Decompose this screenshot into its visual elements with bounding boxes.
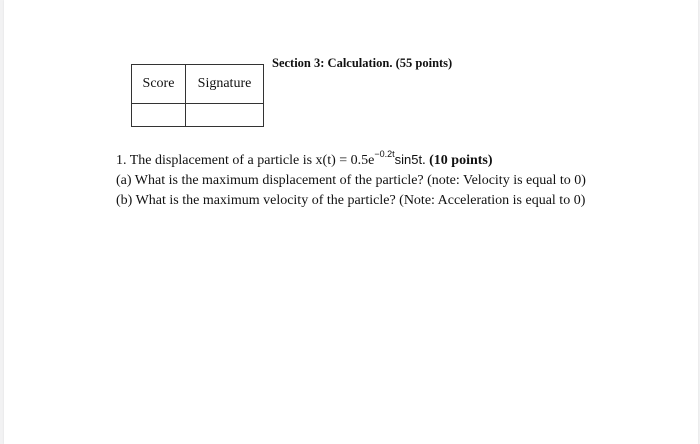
question-1-prefix: 1. The displacement of a particle is x(t) = 0.5e bbox=[116, 153, 375, 168]
score-signature-table bbox=[131, 64, 264, 127]
table-header-row bbox=[132, 65, 264, 104]
exponent: −0.2t bbox=[374, 149, 395, 160]
question-1-part-a: (a) What is the maximum displacement of the particle? (note: Velocity is equal to 0) bbox=[116, 173, 586, 188]
function-sin5t: sin5t bbox=[394, 152, 423, 167]
question-1 bbox=[116, 150, 590, 211]
score-header-cell: Score bbox=[132, 65, 186, 104]
table-empty-row bbox=[132, 104, 264, 127]
statement-period: . bbox=[422, 153, 426, 168]
signature-value-cell bbox=[186, 104, 264, 127]
question-1-part-b: (b) What is the maximum velocity of the particle? (Note: Acceleration is equal to 0) bbox=[116, 193, 586, 208]
document-page bbox=[4, 0, 698, 444]
points-label: (10 points) bbox=[429, 153, 493, 168]
score-value-cell bbox=[132, 104, 186, 127]
section-title: Section 3: Calculation. (55 points) bbox=[272, 56, 453, 70]
signature-header-cell: Signature bbox=[186, 65, 264, 104]
question-1-statement bbox=[116, 150, 590, 171]
